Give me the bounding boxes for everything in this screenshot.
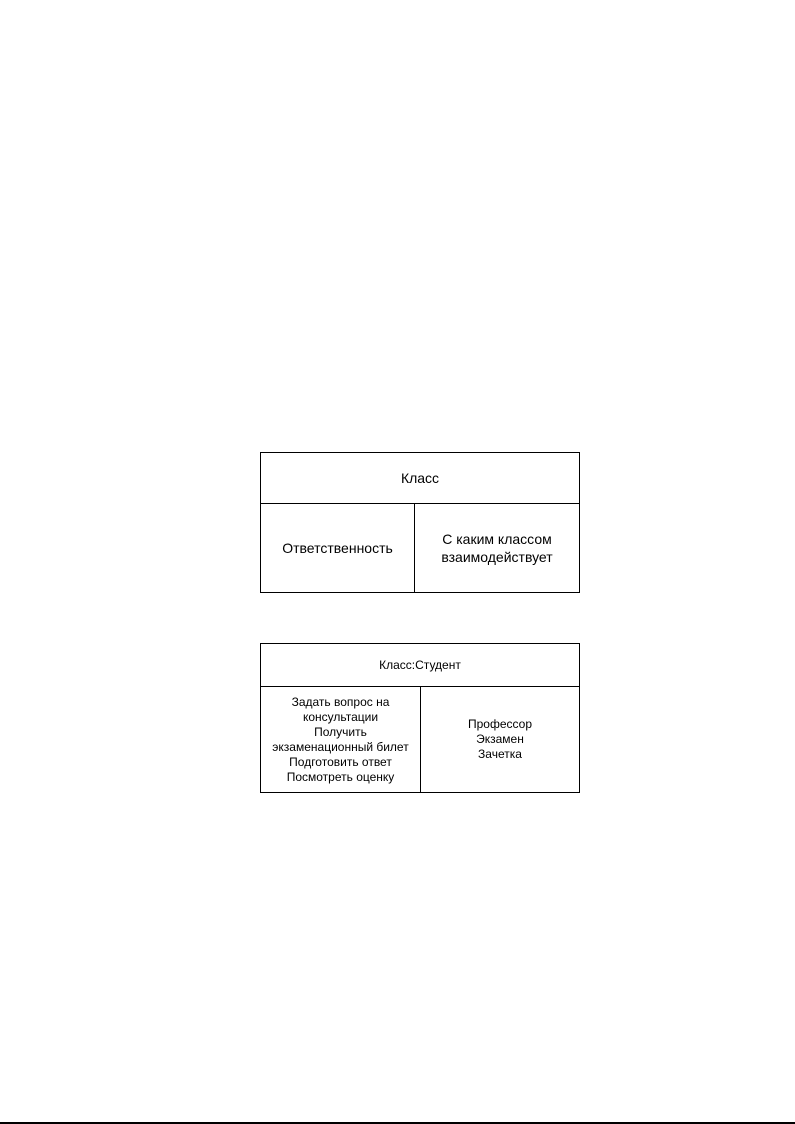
responsibility-item: Посмотреть оценку xyxy=(286,769,395,784)
card-title: Класс xyxy=(261,453,579,504)
collaborators-cell xyxy=(421,687,579,792)
responsibility-cell: Ответственность xyxy=(282,540,393,556)
collaborator-item: Профессор xyxy=(467,717,532,731)
responsibility-item: Задать вопрос на xyxy=(291,694,390,709)
crc-card-student xyxy=(260,643,580,793)
collaborators-cell xyxy=(415,504,579,592)
collaborators-line: С каким классом xyxy=(442,531,552,547)
responsibilities-cell xyxy=(261,687,420,792)
collaborator-item: Зачетка xyxy=(478,747,522,761)
collaborators-line: взаимодействует xyxy=(441,549,553,565)
card-title: Класс:Студент xyxy=(261,644,579,687)
responsibility-item: Получить xyxy=(314,724,367,739)
crc-card-template xyxy=(260,452,580,593)
responsibility-item: экзаменационный билет xyxy=(272,739,409,754)
responsibility-item: Подготовить ответ xyxy=(289,754,392,769)
collaborator-item: Экзамен xyxy=(476,732,524,746)
responsibility-item: консультации xyxy=(302,709,379,724)
